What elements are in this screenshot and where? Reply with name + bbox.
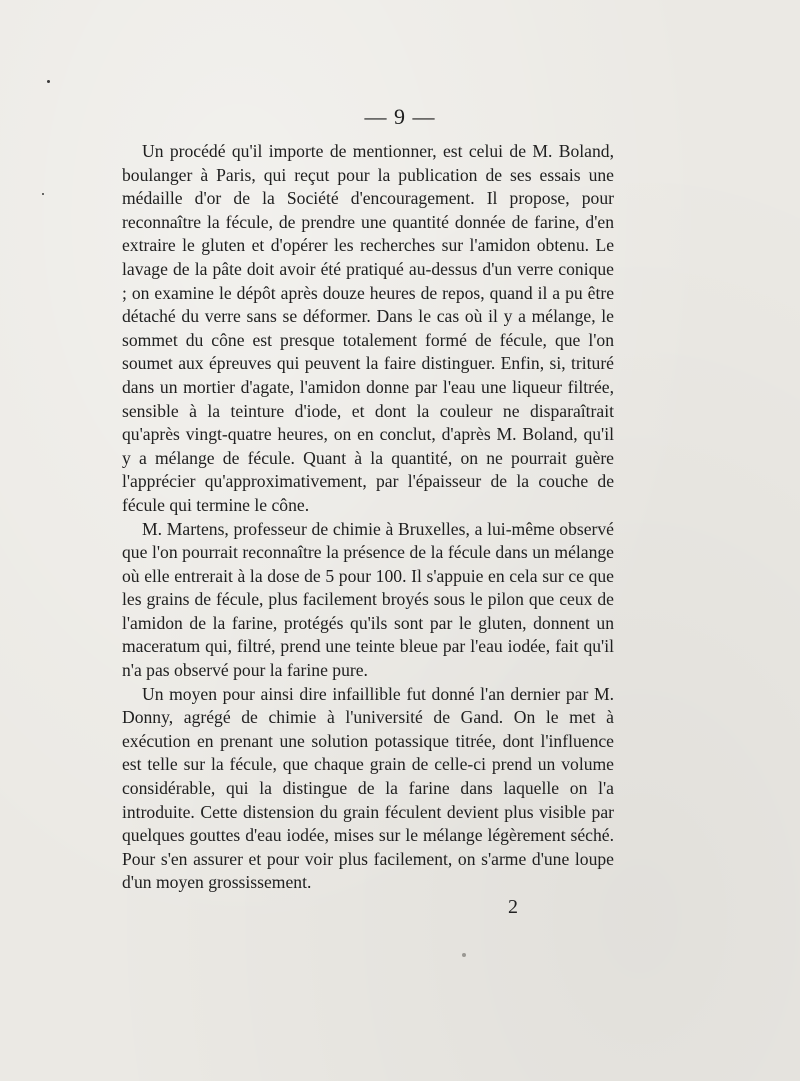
paragraph-boland: Un procédé qu'il importe de mentionner, est celui de M. Boland, boulanger à Paris, qui reçut pour la publication de ses essais une médaille d'or de la Société d'encouragement. Il propose, pour reconnaître la fécule, de prendre une quantité donnée de farine, d'en extraire le gluten et d'opérer les recherches sur l'amidon obtenu. Le lavage de la pâte doit avoir été pratiqué au-dessus d'un verre conique ; on examine le dépôt après douze heures de repos, quand il a pu être détaché du verre sans se déformer. Dans le cas où il y a mélange, le sommet du cône est presque totalement formé de fécule, que l'on soumet aux épreuves qui peuvent la faire distinguer. Enfin, si, trituré dans un mortier d'agate, l'amidon donne par l'eau une liqueur filtrée, sensible à la teinture d'iode, et dont la couleur ne disparaîtrait qu'après vingt-quatre heures, on en conclut, d'après M. Boland, qu'il y a mélange de fécule. Quant à la quantité, on ne pourrait guère l'apprécier qu'approximativement, par l'épaisseur de la couche de fécule qui termine le cône. bbox=[122, 141, 614, 515]
body-text bbox=[122, 140, 614, 895]
paper-speck bbox=[47, 80, 50, 83]
paragraph-martens: M. Martens, professeur de chimie à Bruxelles, a lui-même observé que l'on pourrait reconnaître la présence de la fécule dans un mélange où elle entrerait à la dose de 5 pour 100. Il s'appuie en cela sur ce que les grains de fécule, plus facilement broyés sous le pilon que ceux de l'amidon de la farine, protégés qu'ils sont par le gluten, donnent un maceratum qui, filtré, prend une teinte bleue par l'eau iodée, fait qu'il n'a pas observé pour la farine pure. bbox=[122, 518, 614, 681]
page-number: — 9 — bbox=[364, 104, 436, 129]
paper-speck bbox=[462, 953, 466, 957]
paper-speck bbox=[42, 193, 44, 195]
signature-mark: 2 bbox=[508, 896, 518, 918]
paragraph-donny: Un moyen pour ainsi dire infaillible fut donné l'an dernier par M. Donny, agrégé de chimie à l'université de Gand. On le met à exécution en prenant une solution potassique titrée, dont l'influence est telle sur la fécule, que chaque grain de celle-ci prend un volume considérable, qui la distingue de la farine dans laquelle on l'a introduite. Cette distension du grain féculent devient plus visible par quelques gouttes d'eau iodée, mises sur le mélange légèrement séché. Pour s'en assurer et pour voir plus facilement, on s'arme d'une loupe d'un moyen grossissement. bbox=[122, 683, 614, 893]
